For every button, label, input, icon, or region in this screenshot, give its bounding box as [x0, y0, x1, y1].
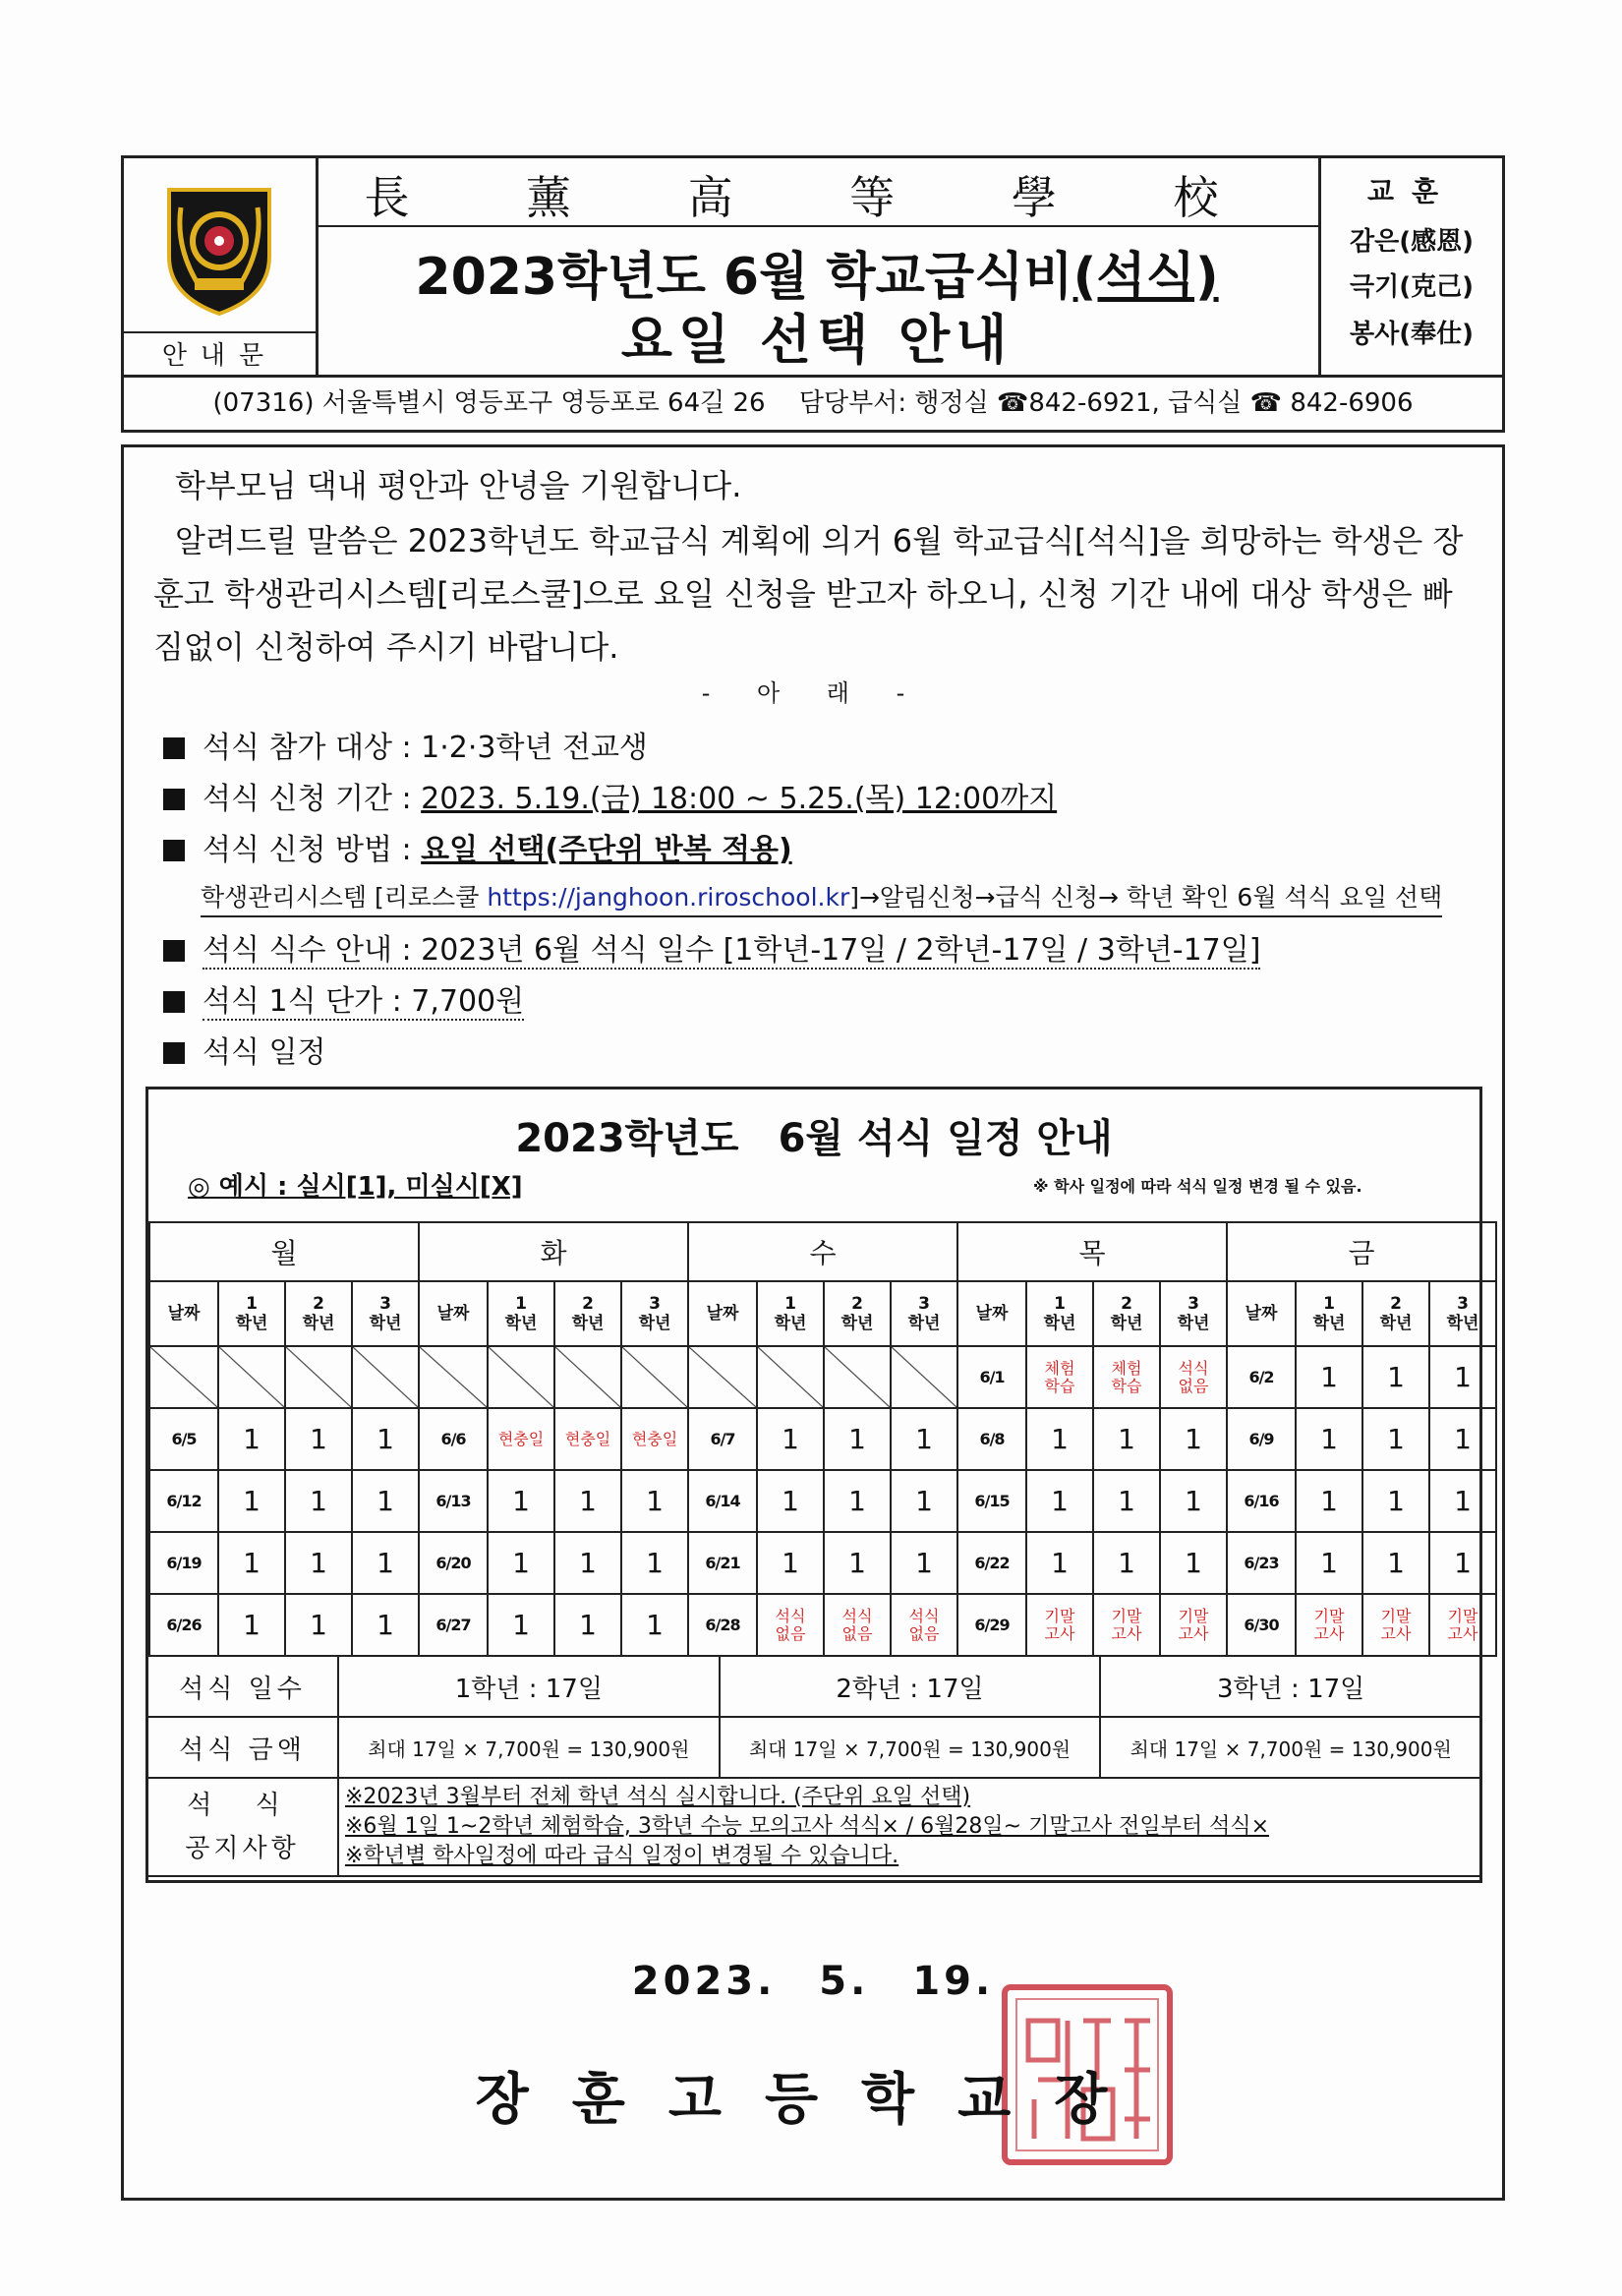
- grade-column-header: 2 학년: [1362, 1281, 1429, 1346]
- date-cell: 6/20: [419, 1532, 488, 1594]
- notice-label: 안내문: [161, 341, 278, 371]
- count-text: 석식 식수 안내 : 2023년 6월 석식 일수 [1학년-17일 / 2학년-17일 / 3학년-17일]: [203, 933, 1261, 968]
- grade-column-header: 1 학년: [757, 1281, 824, 1346]
- meal-cell: 1: [1093, 1532, 1160, 1594]
- schedule-title: 2023학년도 6월 석식 일정 안내: [515, 1116, 1113, 1161]
- motto-item: 극기(克己): [1350, 272, 1474, 302]
- date-cell: 6/13: [419, 1470, 488, 1532]
- days-grade-1: 1학년 : 17일: [338, 1656, 720, 1717]
- bullet-square-icon: [163, 940, 185, 962]
- days-label: 석식 일수: [146, 1656, 338, 1717]
- empty-cell: [824, 1346, 891, 1408]
- method-detail-prefix: 학생관리시스템 [리로스쿨: [201, 883, 488, 912]
- school-emblem-icon: [161, 180, 277, 318]
- address-line: (07316) 서울특별시 영등포구 영등포로 64길 26 담당부서: 행정실 ☎842-6921, 급식실 ☎ 842-6906: [212, 388, 1414, 418]
- no-meal-cell: 석식 없음: [824, 1594, 891, 1656]
- school-name: 長 薰 高 等 學 校: [364, 171, 1270, 224]
- notice-body: [121, 444, 1505, 2201]
- meal-cell: 1: [757, 1408, 824, 1470]
- no-meal-cell: 현충일: [488, 1408, 554, 1470]
- meal-cell: 1: [621, 1594, 688, 1656]
- grade-column-header: 3 학년: [891, 1281, 957, 1346]
- amount-grade-1: 최대 17일 × 7,700원 = 130,900원: [338, 1717, 720, 1778]
- target-label: 석식 참가 대상 :: [203, 731, 422, 765]
- meal-cell: 1: [757, 1470, 824, 1532]
- meal-cell: 1: [824, 1532, 891, 1594]
- grade-column-header: 1 학년: [1026, 1281, 1093, 1346]
- meal-cell: 1: [1026, 1470, 1093, 1532]
- no-meal-cell: 기말 고사: [1093, 1594, 1160, 1656]
- method-label: 석식 신청 방법 :: [203, 833, 422, 867]
- target-value: 1·2·3학년 전교생: [421, 731, 648, 765]
- amount-grade-2: 최대 17일 × 7,700원 = 130,900원: [720, 1717, 1101, 1778]
- table-row: [149, 1470, 1496, 1532]
- no-meal-cell: 체험 학습: [1093, 1346, 1160, 1408]
- meal-cell: 1: [285, 1408, 352, 1470]
- date-cell: 6/15: [957, 1470, 1026, 1532]
- empty-cell: [149, 1346, 218, 1408]
- meal-cell: 1: [1429, 1470, 1496, 1532]
- day-header: 금: [1227, 1222, 1496, 1281]
- meal-cell: 1: [1093, 1408, 1160, 1470]
- method-detail: [201, 878, 1442, 917]
- meal-cell: 1: [1362, 1532, 1429, 1594]
- table-row: [149, 1346, 1496, 1408]
- meal-cell: 1: [352, 1408, 419, 1470]
- date-cell: 6/26: [149, 1594, 218, 1656]
- meal-cell: 1: [621, 1532, 688, 1594]
- empty-cell: [621, 1346, 688, 1408]
- date-cell: 6/8: [957, 1408, 1026, 1470]
- empty-cell: [488, 1346, 554, 1408]
- header-divider: [124, 375, 1502, 378]
- date-cell: 6/6: [419, 1408, 488, 1470]
- empty-cell: [757, 1346, 824, 1408]
- meal-cell: 1: [285, 1532, 352, 1594]
- method-detail-suffix: ]→알림신청→급식 신청→ 학년 확인 6월 석식 요일 선택: [849, 883, 1443, 912]
- table-row: [149, 1532, 1496, 1594]
- notice-label: [146, 1778, 338, 1876]
- meal-cell: 1: [1362, 1408, 1429, 1470]
- meal-cell: 1: [285, 1470, 352, 1532]
- day-header: 화: [419, 1222, 688, 1281]
- notice-line: ※2023년 3월부터 전체 학년 석식 실시합니다. (주단위 요일 선택): [345, 1785, 971, 1809]
- page-subtitle: 요일 선택 안내: [620, 309, 1014, 371]
- notice-line: ※학년별 학사일정에 따라 급식 일정이 변경될 수 있습니다.: [345, 1844, 899, 1868]
- date-cell: 6/5: [149, 1408, 218, 1470]
- no-meal-cell: 기말 고사: [1026, 1594, 1093, 1656]
- meal-cell: 1: [1362, 1346, 1429, 1408]
- count-item: [163, 925, 1260, 969]
- no-meal-cell: 현충일: [621, 1408, 688, 1470]
- schedule-label: 석식 일정: [203, 1035, 326, 1070]
- no-meal-cell: 기말 고사: [1429, 1594, 1496, 1656]
- meal-cell: 1: [352, 1470, 419, 1532]
- greeting: 학부모님 댁내 평안과 안녕을 기원합니다.: [175, 467, 742, 504]
- days-grade-2: 2학년 : 17일: [720, 1656, 1101, 1717]
- no-meal-cell: 석식 없음: [757, 1594, 824, 1656]
- price-text: 석식 1식 단가 : 7,700원: [203, 984, 525, 1019]
- empty-cell: [218, 1346, 285, 1408]
- meal-cell: 1: [218, 1470, 285, 1532]
- bullet-square-icon: [163, 991, 185, 1013]
- date-column-header: 날짜: [1227, 1281, 1296, 1346]
- meal-cell: 1: [1429, 1532, 1496, 1594]
- meal-cell: 1: [757, 1532, 824, 1594]
- grade-column-header: 2 학년: [285, 1281, 352, 1346]
- no-meal-cell: 기말 고사: [1160, 1594, 1227, 1656]
- title-meal-type: (석식): [1072, 248, 1219, 307]
- meal-cell: 1: [285, 1594, 352, 1656]
- date-cell: 6/23: [1227, 1532, 1296, 1594]
- date-cell: 6/30: [1227, 1594, 1296, 1656]
- date-cell: 6/27: [419, 1594, 488, 1656]
- meal-cell: 1: [554, 1532, 621, 1594]
- motto-heading: 교훈: [1366, 175, 1457, 207]
- date-cell: 6/12: [149, 1470, 218, 1532]
- date-column-header: 날짜: [149, 1281, 218, 1346]
- amount-grade-3: 최대 17일 × 7,700원 = 130,900원: [1100, 1717, 1481, 1778]
- grade-column-header: 2 학년: [824, 1281, 891, 1346]
- meal-cell: 1: [1026, 1532, 1093, 1594]
- table-row: [149, 1594, 1496, 1656]
- meal-cell: 1: [554, 1470, 621, 1532]
- meal-cell: 1: [1296, 1408, 1362, 1470]
- meal-cell: 1: [824, 1408, 891, 1470]
- date-cell: 6/1: [957, 1346, 1026, 1408]
- grade-column-header: 3 학년: [352, 1281, 419, 1346]
- meal-cell: 1: [488, 1532, 554, 1594]
- price-item: [163, 976, 524, 1020]
- date-cell: 6/22: [957, 1532, 1026, 1594]
- grade-column-header: 3 학년: [621, 1281, 688, 1346]
- target-item: [163, 723, 648, 766]
- empty-cell: [891, 1346, 957, 1408]
- meal-cell: 1: [218, 1408, 285, 1470]
- period-item: [163, 774, 1057, 817]
- meal-cell: 1: [891, 1470, 957, 1532]
- letterhead: [121, 155, 1505, 433]
- riroschool-link[interactable]: https://janghoon.riroschool.kr: [487, 883, 850, 912]
- bullet-square-icon: [163, 789, 185, 810]
- empty-cell: [419, 1346, 488, 1408]
- schedule-item: [163, 1028, 325, 1071]
- meal-cell: 1: [1429, 1346, 1496, 1408]
- bullet-square-icon: [163, 840, 185, 861]
- method-value: 요일 선택(주단위 반복 적용): [421, 833, 792, 867]
- method-item: [163, 825, 792, 868]
- grade-column-header: 1 학년: [218, 1281, 285, 1346]
- grade-column-header: 2 학년: [1093, 1281, 1160, 1346]
- no-meal-cell: 체험 학습: [1026, 1346, 1093, 1408]
- date-cell: 6/21: [688, 1532, 757, 1594]
- meal-cell: 1: [1160, 1408, 1227, 1470]
- meal-cell: 1: [891, 1408, 957, 1470]
- no-meal-cell: 기말 고사: [1296, 1594, 1362, 1656]
- empty-cell: [688, 1346, 757, 1408]
- meal-cell: 1: [1296, 1532, 1362, 1594]
- notice-list: [338, 1778, 1481, 1876]
- no-meal-cell: 기말 고사: [1362, 1594, 1429, 1656]
- date-column-header: 날짜: [688, 1281, 757, 1346]
- empty-cell: [285, 1346, 352, 1408]
- meal-cell: 1: [488, 1470, 554, 1532]
- no-meal-cell: 석식 없음: [891, 1594, 957, 1656]
- meal-cell: 1: [1160, 1532, 1227, 1594]
- meal-cell: 1: [824, 1470, 891, 1532]
- date-column-header: 날짜: [957, 1281, 1026, 1346]
- days-grade-3: 3학년 : 17일: [1100, 1656, 1481, 1717]
- day-header: 목: [957, 1222, 1227, 1281]
- grade-column-header: 1 학년: [488, 1281, 554, 1346]
- day-header: 수: [688, 1222, 957, 1281]
- bullet-square-icon: [163, 1042, 185, 1064]
- notice-line: ※6월 1일 1~2학년 체험학습, 3학년 수능 모의고사 석식× / 6월28일~ 기말고사 전일부터 석식×: [345, 1814, 1270, 1839]
- schedule-note: ※ 학사 일정에 따라 석식 일정 변경 될 수 있음.: [1033, 1177, 1362, 1196]
- schedule-example: ◎ 예시 : 실시[1], 미실시[X]: [188, 1172, 523, 1202]
- motto-item: 감은(感恩): [1350, 227, 1474, 257]
- grade-column-header: 3 학년: [1160, 1281, 1227, 1346]
- meal-cell: 1: [621, 1470, 688, 1532]
- date-column-header: 날짜: [419, 1281, 488, 1346]
- meal-cell: 1: [1093, 1470, 1160, 1532]
- date-cell: 6/9: [1227, 1408, 1296, 1470]
- schedule-table: [148, 1221, 1497, 1657]
- date-cell: 6/29: [957, 1594, 1026, 1656]
- meal-cell: 1: [554, 1594, 621, 1656]
- date-cell: 6/7: [688, 1408, 757, 1470]
- arae-heading: - 아 래 -: [701, 679, 925, 707]
- header-divider: [124, 331, 316, 333]
- notice-label-line: 석 식: [187, 1791, 298, 1820]
- notice-label-line: 공지사항: [185, 1834, 300, 1863]
- period-label: 석식 신청 기간 :: [203, 782, 422, 816]
- amount-label: 석식 금액: [146, 1717, 338, 1778]
- grade-column-header: 1 학년: [1296, 1281, 1362, 1346]
- day-header: 월: [149, 1222, 419, 1281]
- main-paragraph: 알려드릴 말씀은 2023학년도 학교급식 계획에 의거 6월 학교급식[석식]을 희망하는 학생은 장훈고 학생관리시스템[리로스쿨]으로 요일 신청을 받고자 하오니, 신청 기간 내에 대상 학생은 빠짐없이 신청하여 주시기 바랍니다.: [153, 522, 1464, 666]
- summary-table: [145, 1655, 1482, 1877]
- date-cell: 6/2: [1227, 1346, 1296, 1408]
- principal-signature: 장훈고등학교장: [475, 2068, 1151, 2132]
- meal-cell: 1: [352, 1532, 419, 1594]
- date-cell: 6/28: [688, 1594, 757, 1656]
- bullet-square-icon: [163, 737, 185, 759]
- grade-column-header: 3 학년: [1429, 1281, 1496, 1346]
- meal-cell: 1: [1429, 1408, 1496, 1470]
- date-cell: 6/16: [1227, 1470, 1296, 1532]
- title-prefix: 2023학년도 6월 학교급식비: [415, 248, 1073, 307]
- issue-date: 2023. 5. 19.: [631, 1959, 995, 2004]
- date-cell: 6/19: [149, 1532, 218, 1594]
- meal-cell: 1: [1362, 1470, 1429, 1532]
- meal-cell: 1: [218, 1532, 285, 1594]
- meal-cell: 1: [1160, 1470, 1227, 1532]
- motto-item: 봉사(奉仕): [1350, 320, 1474, 349]
- grade-column-header: 2 학년: [554, 1281, 621, 1346]
- meal-cell: 1: [352, 1594, 419, 1656]
- meal-cell: 1: [488, 1594, 554, 1656]
- table-row: [149, 1408, 1496, 1470]
- date-cell: 6/14: [688, 1470, 757, 1532]
- empty-cell: [554, 1346, 621, 1408]
- meal-cell: 1: [1296, 1470, 1362, 1532]
- no-meal-cell: 석식 없음: [1160, 1346, 1227, 1408]
- meal-cell: 1: [1296, 1346, 1362, 1408]
- no-meal-cell: 현충일: [554, 1408, 621, 1470]
- meal-cell: 1: [218, 1594, 285, 1656]
- empty-cell: [352, 1346, 419, 1408]
- period-value: 2023. 5.19.(금) 18:00 ~ 5.25.(목) 12:00까지: [421, 782, 1058, 816]
- meal-cell: 1: [891, 1532, 957, 1594]
- meal-cell: 1: [1026, 1408, 1093, 1470]
